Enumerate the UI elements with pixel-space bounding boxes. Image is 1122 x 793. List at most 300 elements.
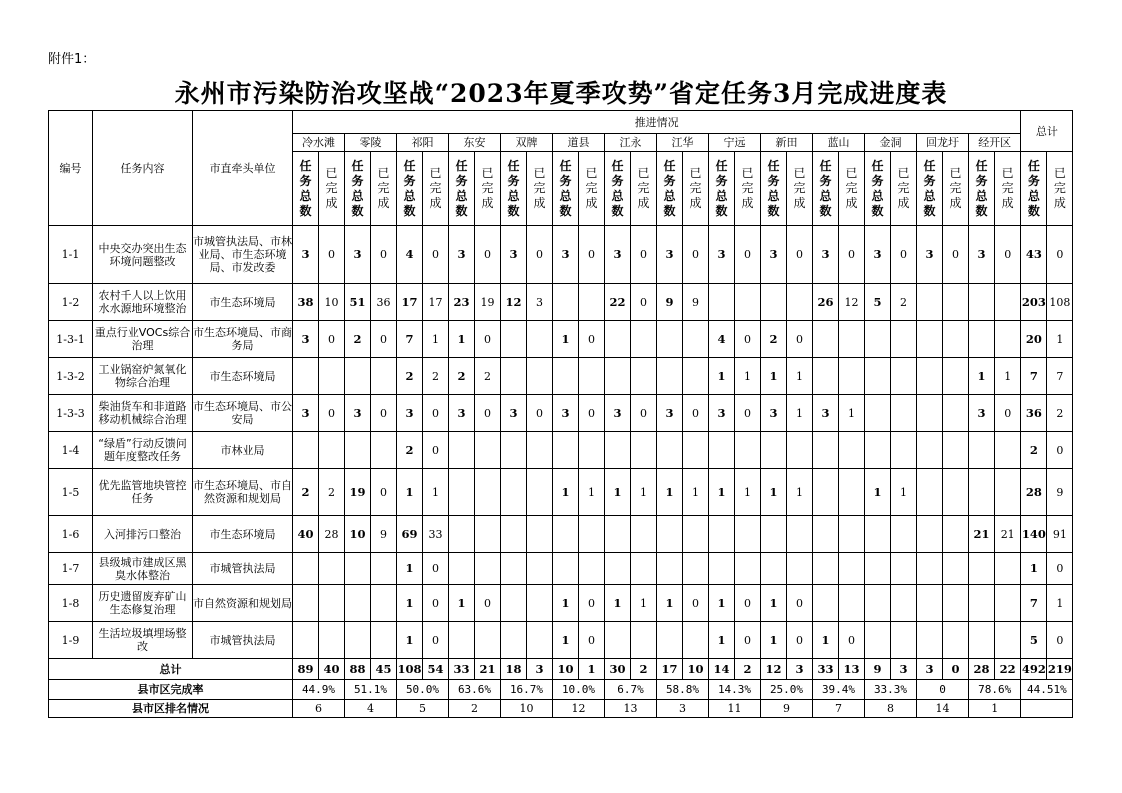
lead-unit: 市城管执法局 [193, 553, 293, 585]
header-completed [787, 152, 813, 226]
completed-cell: 0 [631, 226, 657, 284]
completed-cell [839, 553, 865, 585]
lead-unit: 市生态环境局、市自然资源和规划局 [193, 469, 293, 516]
completed-cell [319, 432, 345, 469]
completed-cell [839, 469, 865, 516]
task-count-cell: 2 [397, 432, 423, 469]
task-count-cell: 3 [709, 395, 735, 432]
completed-cell: 1 [683, 469, 709, 516]
task-content: 县级城市建成区黑臭水体整治 [93, 553, 193, 585]
completed-cell [527, 622, 553, 659]
summary-label: 总计 [49, 659, 293, 680]
task-count-cell [813, 516, 839, 553]
task-count-header-text: 任务总数 [507, 158, 520, 218]
completed-cell [891, 516, 917, 553]
row-id: 1-3-3 [49, 395, 93, 432]
row-total-completed: 91 [1047, 516, 1073, 553]
task-content: 柴油货车和非道路移动机械综合治理 [93, 395, 193, 432]
header-task-count [293, 152, 319, 226]
header-task-count [1021, 152, 1047, 226]
completed-cell [475, 516, 501, 553]
task-count-cell: 2 [293, 469, 319, 516]
task-count-cell [501, 321, 527, 358]
task-count-header-text: 任务总数 [299, 158, 312, 218]
task-count-cell: 22 [605, 284, 631, 321]
county-header: 道县 [553, 134, 605, 152]
completed-cell: 0 [579, 226, 605, 284]
completed-header-text: 已完成 [585, 166, 598, 210]
row-total-completed: 1 [1047, 585, 1073, 622]
completed-cell [943, 585, 969, 622]
county-header: 蓝山 [813, 134, 865, 152]
header-completed [631, 152, 657, 226]
summary-completed-cell: 3 [527, 659, 553, 680]
completed-cell: 0 [371, 226, 397, 284]
completed-cell: 0 [787, 585, 813, 622]
summary-completed-cell: 54 [423, 659, 449, 680]
task-count-header-text: 任务总数 [871, 158, 884, 218]
completed-cell: 0 [735, 622, 761, 659]
completed-cell: 1 [891, 469, 917, 516]
row-id: 1-2 [49, 284, 93, 321]
completed-cell: 2 [475, 358, 501, 395]
header-completed [527, 152, 553, 226]
ranking-cell: 12 [553, 700, 605, 718]
task-count-cell: 1 [865, 469, 891, 516]
task-content: 工业锅窑炉氮氧化物综合治理 [93, 358, 193, 395]
completed-cell: 0 [371, 395, 397, 432]
task-count-cell: 2 [761, 321, 787, 358]
task-count-cell: 40 [293, 516, 319, 553]
header-completed [683, 152, 709, 226]
header-progress: 推进情况 [293, 111, 1021, 134]
task-count-cell [345, 585, 371, 622]
completed-cell [787, 284, 813, 321]
task-count-cell [917, 516, 943, 553]
task-count-cell [449, 432, 475, 469]
row-total-completed: 0 [1047, 622, 1073, 659]
task-row [49, 395, 1122, 432]
completed-cell [735, 516, 761, 553]
summary-count-cell: 28 [969, 659, 995, 680]
task-row [49, 585, 1122, 622]
completion-rate-cell: 33.3% [865, 680, 917, 700]
completed-cell [839, 432, 865, 469]
completed-cell: 1 [631, 585, 657, 622]
completed-cell: 0 [683, 585, 709, 622]
completed-cell: 0 [371, 321, 397, 358]
task-count-cell [293, 585, 319, 622]
task-count-cell [345, 553, 371, 585]
task-count-cell [761, 553, 787, 585]
task-count-cell [917, 432, 943, 469]
lead-unit: 市生态环境局、市公安局 [193, 395, 293, 432]
completed-cell [787, 516, 813, 553]
task-count-cell [761, 516, 787, 553]
task-count-cell: 1 [709, 622, 735, 659]
completion-rate-row [49, 680, 1122, 700]
task-count-cell [917, 395, 943, 432]
summary-completed-cell: 21 [475, 659, 501, 680]
task-row [49, 516, 1122, 553]
completed-header-text: 已完成 [897, 166, 910, 210]
task-count-cell [501, 516, 527, 553]
attachment-label: 附件1： [48, 52, 96, 67]
task-count-cell: 3 [657, 395, 683, 432]
county-header: 金洞 [865, 134, 917, 152]
header-completed [1047, 152, 1073, 226]
completed-cell: 0 [943, 226, 969, 284]
row-id: 1-6 [49, 516, 93, 553]
completed-cell: 0 [423, 553, 449, 585]
completed-cell [579, 553, 605, 585]
task-content: “绿盾”行动反馈问题年度整改任务 [93, 432, 193, 469]
task-count-cell: 4 [709, 321, 735, 358]
completed-cell [839, 516, 865, 553]
row-total-count: 7 [1021, 358, 1047, 395]
task-count-cell: 1 [761, 585, 787, 622]
task-count-cell [501, 432, 527, 469]
task-count-cell [553, 516, 579, 553]
task-content: 农村千人以上饮用水水源地环境整治 [93, 284, 193, 321]
task-count-cell [553, 553, 579, 585]
completed-cell [631, 553, 657, 585]
row-total-count: 5 [1021, 622, 1047, 659]
completed-cell: 0 [423, 395, 449, 432]
header-task-count [709, 152, 735, 226]
task-count-cell [865, 395, 891, 432]
task-row [49, 622, 1122, 659]
row-total-count: 2 [1021, 432, 1047, 469]
task-count-cell: 1 [709, 469, 735, 516]
completed-cell: 0 [423, 432, 449, 469]
completed-cell [891, 622, 917, 659]
completion-rate-cell: 44.9% [293, 680, 345, 700]
task-count-cell [657, 516, 683, 553]
ranking-label: 县市区排名情况 [49, 700, 293, 718]
header-task-count [865, 152, 891, 226]
task-count-cell [553, 358, 579, 395]
task-row [49, 432, 1122, 469]
task-count-cell: 1 [657, 585, 683, 622]
completed-cell: 1 [423, 469, 449, 516]
ranking-cell: 4 [345, 700, 397, 718]
ranking-cell: 2 [449, 700, 501, 718]
task-count-cell [501, 585, 527, 622]
completed-cell [943, 516, 969, 553]
row-id: 1-1 [49, 226, 93, 284]
completed-cell [839, 358, 865, 395]
task-count-cell [917, 553, 943, 585]
task-count-cell: 3 [449, 395, 475, 432]
task-count-cell: 3 [813, 395, 839, 432]
completed-cell [787, 432, 813, 469]
grand-total-completed: 219 [1047, 659, 1073, 680]
task-count-cell: 1 [657, 469, 683, 516]
task-count-cell [605, 516, 631, 553]
task-count-cell [449, 469, 475, 516]
completed-cell: 19 [475, 284, 501, 321]
task-count-cell: 3 [345, 226, 371, 284]
completed-cell [527, 585, 553, 622]
row-total-completed: 0 [1047, 553, 1073, 585]
completed-cell: 33 [423, 516, 449, 553]
completed-cell: 0 [319, 226, 345, 284]
row-id: 1-8 [49, 585, 93, 622]
lead-unit: 市城管执法局、市林业局、市生态环境局、市发改委 [193, 226, 293, 284]
completed-cell [579, 516, 605, 553]
completed-cell [527, 553, 553, 585]
completion-rate-cell: 39.4% [813, 680, 865, 700]
task-count-header-text: 任务总数 [663, 158, 676, 218]
row-total-completed: 7 [1047, 358, 1073, 395]
completed-cell [319, 358, 345, 395]
header-task-count [917, 152, 943, 226]
completed-cell [683, 516, 709, 553]
task-count-cell [293, 432, 319, 469]
completed-cell: 0 [995, 395, 1021, 432]
task-count-cell: 2 [449, 358, 475, 395]
row-total-completed: 108 [1047, 284, 1073, 321]
task-count-cell: 51 [345, 284, 371, 321]
grand-total-count: 492 [1021, 659, 1047, 680]
task-count-cell [449, 516, 475, 553]
task-count-cell: 38 [293, 284, 319, 321]
task-count-cell [605, 358, 631, 395]
task-count-cell [709, 432, 735, 469]
summary-count-cell: 88 [345, 659, 371, 680]
completed-cell: 0 [683, 395, 709, 432]
completed-cell [891, 585, 917, 622]
task-count-cell [917, 358, 943, 395]
task-count-cell [969, 553, 995, 585]
task-count-cell: 19 [345, 469, 371, 516]
row-total-completed: 2 [1047, 395, 1073, 432]
completion-rate-cell: 78.6% [969, 680, 1021, 700]
completed-cell [839, 585, 865, 622]
task-row [49, 321, 1122, 358]
task-count-cell: 3 [865, 226, 891, 284]
county-header: 宁远 [709, 134, 761, 152]
task-count-cell: 23 [449, 284, 475, 321]
completed-cell: 36 [371, 284, 397, 321]
completion-rate-label: 县市区完成率 [49, 680, 293, 700]
task-count-cell: 1 [605, 469, 631, 516]
task-count-cell [865, 553, 891, 585]
task-count-cell: 1 [397, 553, 423, 585]
task-count-cell [813, 358, 839, 395]
task-count-cell [709, 553, 735, 585]
county-header: 江永 [605, 134, 657, 152]
ranking-cell: 5 [397, 700, 449, 718]
task-count-cell [657, 432, 683, 469]
completed-cell [371, 553, 397, 585]
completed-cell: 10 [319, 284, 345, 321]
task-count-cell: 3 [605, 226, 631, 284]
row-total-count: 20 [1021, 321, 1047, 358]
summary-completed-cell: 2 [735, 659, 761, 680]
summary-count-cell: 14 [709, 659, 735, 680]
row-total-count: 36 [1021, 395, 1047, 432]
task-count-cell [657, 553, 683, 585]
header-task-count [761, 152, 787, 226]
task-count-cell: 1 [553, 321, 579, 358]
task-content: 历史遗留废弃矿山生态修复治理 [93, 585, 193, 622]
task-count-cell: 1 [761, 622, 787, 659]
task-count-cell [969, 469, 995, 516]
completed-header-text: 已完成 [637, 166, 650, 210]
task-count-cell [293, 553, 319, 585]
task-count-cell [449, 553, 475, 585]
row-total-count: 203 [1021, 284, 1047, 321]
completed-cell [891, 432, 917, 469]
completed-cell [527, 432, 553, 469]
task-count-cell [969, 432, 995, 469]
task-count-cell: 1 [553, 622, 579, 659]
task-count-cell: 3 [813, 226, 839, 284]
task-count-header-text: 任务总数 [559, 158, 572, 218]
lead-unit: 市城管执法局 [193, 622, 293, 659]
completed-cell [943, 553, 969, 585]
completed-cell [579, 358, 605, 395]
row-total-count: 43 [1021, 226, 1047, 284]
completed-cell: 0 [735, 321, 761, 358]
task-count-cell: 1 [605, 585, 631, 622]
row-total-completed: 0 [1047, 432, 1073, 469]
task-count-cell: 1 [449, 321, 475, 358]
completed-cell [943, 358, 969, 395]
summary-count-cell: 17 [657, 659, 683, 680]
task-count-cell: 26 [813, 284, 839, 321]
task-count-cell [293, 358, 319, 395]
completed-cell: 2 [423, 358, 449, 395]
completed-cell [319, 622, 345, 659]
completed-cell: 1 [787, 395, 813, 432]
task-count-cell [501, 622, 527, 659]
task-count-cell: 1 [969, 358, 995, 395]
header-completed [371, 152, 397, 226]
lead-unit: 市生态环境局 [193, 516, 293, 553]
task-count-cell: 3 [969, 395, 995, 432]
task-count-cell [345, 358, 371, 395]
completed-cell [475, 469, 501, 516]
header-completed [891, 152, 917, 226]
task-count-cell [657, 622, 683, 659]
completed-cell [891, 553, 917, 585]
ranking-cell: 7 [813, 700, 865, 718]
county-header: 回龙圩 [917, 134, 969, 152]
completed-cell: 0 [735, 585, 761, 622]
task-count-cell [709, 284, 735, 321]
task-count-cell [293, 622, 319, 659]
task-count-cell [969, 321, 995, 358]
completed-cell [787, 553, 813, 585]
completed-cell [527, 321, 553, 358]
task-count-cell: 1 [761, 469, 787, 516]
summary-count-cell: 33 [449, 659, 475, 680]
completed-cell: 9 [683, 284, 709, 321]
summary-count-cell: 30 [605, 659, 631, 680]
header-task-count [553, 152, 579, 226]
header-task-count [605, 152, 631, 226]
header-completed [579, 152, 605, 226]
task-count-cell: 3 [501, 226, 527, 284]
summary-count-cell: 12 [761, 659, 787, 680]
ranking-cell: 9 [761, 700, 813, 718]
task-count-cell: 7 [397, 321, 423, 358]
task-count-cell: 9 [657, 284, 683, 321]
completed-cell [995, 432, 1021, 469]
completed-cell: 9 [371, 516, 397, 553]
completed-cell [995, 622, 1021, 659]
task-count-cell: 1 [709, 358, 735, 395]
task-count-cell [449, 622, 475, 659]
task-count-cell [657, 321, 683, 358]
task-count-cell: 3 [761, 395, 787, 432]
completed-header-text: 已完成 [377, 166, 390, 210]
task-content: 中央交办突出生态环境问题整改 [93, 226, 193, 284]
ranking-cell: 10 [501, 700, 553, 718]
completed-cell: 1 [787, 358, 813, 395]
summary-count-cell: 3 [917, 659, 943, 680]
completed-cell: 1 [787, 469, 813, 516]
task-count-cell [553, 432, 579, 469]
completed-cell: 0 [579, 395, 605, 432]
completed-cell [943, 432, 969, 469]
completed-cell: 0 [319, 321, 345, 358]
task-count-cell [917, 321, 943, 358]
lead-unit: 市生态环境局、市商务局 [193, 321, 293, 358]
task-count-cell: 1 [553, 585, 579, 622]
completion-rate-cell: 51.1% [345, 680, 397, 700]
summary-completed-cell: 2 [631, 659, 657, 680]
completed-cell [995, 469, 1021, 516]
task-count-cell: 1 [813, 622, 839, 659]
completed-cell [631, 622, 657, 659]
ranking-cell: 14 [917, 700, 969, 718]
completed-cell: 0 [839, 226, 865, 284]
county-header: 双牌 [501, 134, 553, 152]
header-id: 编号 [49, 111, 93, 226]
task-count-cell: 3 [553, 226, 579, 284]
task-count-cell: 4 [397, 226, 423, 284]
completed-cell [943, 469, 969, 516]
task-count-cell: 12 [501, 284, 527, 321]
task-count-cell: 3 [605, 395, 631, 432]
completed-cell [683, 358, 709, 395]
completed-cell: 0 [423, 226, 449, 284]
completed-cell [891, 321, 917, 358]
task-count-cell [501, 358, 527, 395]
task-count-cell [969, 622, 995, 659]
header-completed [735, 152, 761, 226]
completion-rate-cell: 10.0% [553, 680, 605, 700]
row-id: 1-3-1 [49, 321, 93, 358]
task-count-cell [917, 469, 943, 516]
completion-rate-cell: 50.0% [397, 680, 449, 700]
task-count-cell: 3 [345, 395, 371, 432]
lead-unit: 市生态环境局 [193, 284, 293, 321]
completed-cell [319, 585, 345, 622]
completed-cell: 1 [631, 469, 657, 516]
completed-cell [943, 284, 969, 321]
summary-completed-cell: 45 [371, 659, 397, 680]
ranking-row [49, 700, 1122, 718]
completed-cell: 0 [631, 395, 657, 432]
completed-header-text: 已完成 [949, 166, 962, 210]
task-row [49, 358, 1122, 395]
task-count-cell [709, 516, 735, 553]
